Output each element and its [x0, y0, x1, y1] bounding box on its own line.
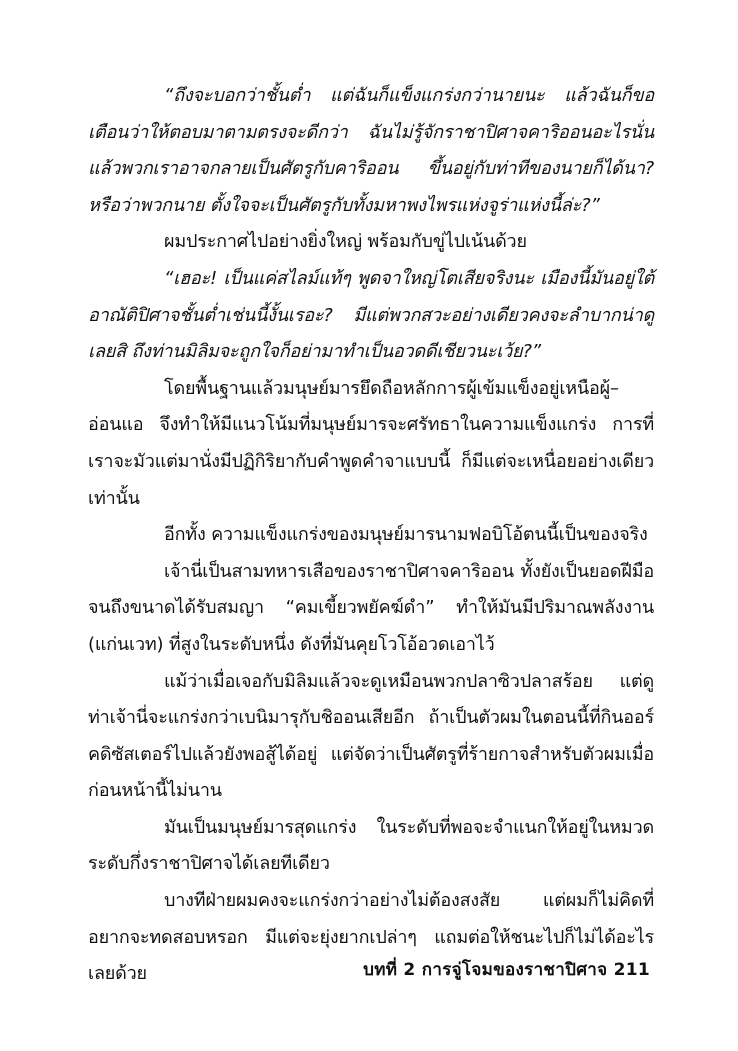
- paragraph-narration-5: แม้ว่าเมื่อเจอกับมิลิมแล้วจะดูเหมือนพวกปลาซิวปลาสร้อย แต่ดูท่าเจ้านี่จะแกร่งกว่าเบนิมารุกับชิออนเสียอีก ถ้าเป็นตัวผมในตอนนี้ที่กินออร์คดิซัสเตอร์ไปแล้วยังพอสู้ได้อยู่ แต่จัดว่าเป็นศัตรูที่ร้ายกาจสำหรับตัวผมเมื่อก่อนหน้านี้ไม่นาน: [88, 670, 654, 802]
- paragraph-narration-6: มันเป็นมนุษย์มารสุดแกร่ง ในระดับที่พอจะจำแนกให้อยู่ในหมวดระดับกึ่งราชาปิศาจได้เลยทีเดียว: [88, 816, 654, 875]
- paragraph-narration-3: อีกทั้ง ความแข็งแกร่งของมนุษย์มารนามฟอบิโอ้ตนนี้เป็นของจริง: [164, 524, 648, 546]
- page-number: 211: [613, 960, 650, 980]
- chapter-label: บทที่ 2 การจู่โจมของราชาปิศาจ: [363, 960, 608, 980]
- paragraph-narration-2: โดยพื้นฐานแล้วมนุษย์มารยึดถือหลักการผู้เข้มแข็งอยู่เหนือผู้–อ่อนแอ จึงทำให้มีแนวโน้มที่มนุษย์มารจะศรัทธาในความแข็งแกร่ง การที่เราจะมัวแต่มานั่งมีปฏิกิริยากับคำพูดคำจาแบบนี้ ก็มีแต่จะเหนื่อยอย่างเดียวเท่านั้น: [88, 377, 654, 509]
- paragraph-narration-1: ผมประกาศไปอย่างยิ่งใหญ่ พร้อมกับขู่ไปเน้นด้วย: [164, 231, 527, 253]
- paragraph-dialogue-2: “เฮอะ! เป็นแค่สไลม์แท้ๆ พูดจาใหญ่โตเสียจริงนะ เมืองนี้มันอยู่ใต้อาณัติปิศาจชั้นต่ำเช่นนี้งั้นเรอะ? มีแต่พวกสวะอย่างเดียวคงจะลำบากน่าดูเลยสิ ถึงท่านมิลิมจะถูกใจก็อย่ามาทำเป็นอวดดีเชียวนะเว้ย?”: [88, 267, 654, 363]
- page-footer: [363, 956, 650, 983]
- paragraph-narration-7: บางทีฝ่ายผมคงจะแกร่งกว่าอย่างไม่ต้องสงสัย แต่ผมก็ไม่คิดที่อยากจะทดสอบหรอก มีแต่จะยุ่งยากเปล่าๆ แถมต่อให้ชนะไปก็ไม่ได้อะไรเลยด้วย: [88, 890, 654, 985]
- page-body: [88, 78, 654, 993]
- paragraph-narration-4: เจ้านี่เป็นสามทหารเสือของราชาปิศาจคาริออน ทั้งยังเป็นยอดฝีมือจนถึงขนาดได้รับสมญา “คมเขี้ยวพยัคฆ์ดำ” ทำให้มันมีปริมาณพลังงาน (แก่นเวท) ที่สูงในระดับหนึ่ง ดังที่มันคุยโวโอ้อวดเอาไว้: [88, 560, 654, 655]
- paragraph-dialogue-1: “ถึงจะบอกว่าชั้นต่ำ แต่ฉันก็แข็งแกร่งกว่านายนะ แล้วฉันก็ขอเตือนว่าให้ตอบมาตามตรงจะดีกว่า ฉันไม่รู้จักราชาปิศาจคาริออนอะไรนั่น แล้วพวกเราอาจกลายเป็นศัตรูกับคาริออน ขึ้นอยู่กับท่าทีของนายก็ได้นา? หรือว่าพวกนาย ตั้งใจจะเป็นศัตรูกับทั้งมหาพงไพรแห่งจูร่าแห่งนี้ล่ะ?”: [88, 85, 654, 216]
